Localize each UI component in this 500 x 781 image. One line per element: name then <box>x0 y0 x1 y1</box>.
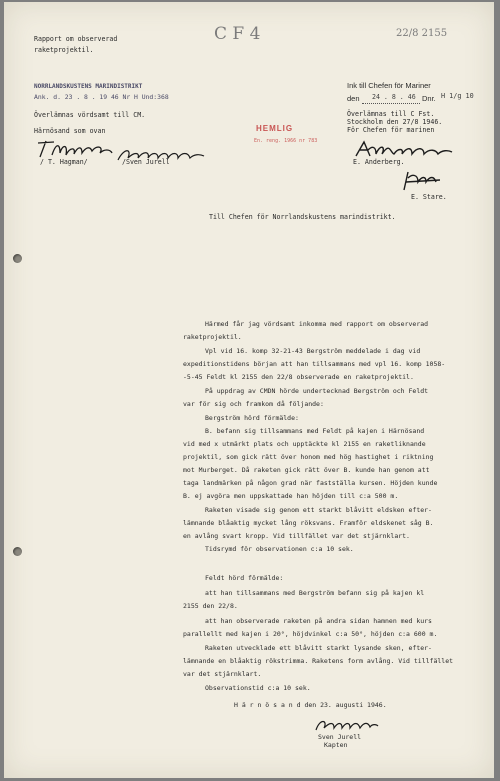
body-line: Raketen visade sig genom ett starkt blåvitt eldsken efter- <box>205 506 432 514</box>
punch-hole <box>13 547 22 556</box>
stare-signature <box>396 170 456 192</box>
body-line: expeditionstidens början att han tillsammans med vpl 16. komp 1058- <box>183 360 446 368</box>
hemlig-stamp-title: HEMLIG <box>256 124 294 133</box>
arrival-stamp: Ank. d. 23 . 8 . 19 46 Nr H Und:368 <box>34 93 169 101</box>
dnr-label: Dnr. <box>422 94 436 103</box>
pencil-note-left: C F 4 <box>214 24 261 44</box>
body-line: raketprojektil. <box>183 333 242 341</box>
body-line: projektil, som gick rätt över honom med hög hastighet i riktning <box>183 453 434 461</box>
dnr-number: H 1/g 10 <box>441 92 474 100</box>
received-date: 24 . 8 . 46 <box>372 93 416 101</box>
body-line: parallellt med kajen i 20°, höjdvinkel c:a 50°, höjden c:a 600 m. <box>183 630 438 638</box>
body-line: mot Murberget. Då raketen gick rätt över B. kunde han genom att <box>183 466 430 474</box>
stockholm-date: Stockholm den 27/8 1946. <box>347 118 443 126</box>
body-line: Tidsrymd för observationen c:a 10 sek. <box>205 545 354 553</box>
body-line: lämnande blåaktig mycket lång röksvans. Framför eldskenet såg B. <box>183 519 434 527</box>
body-line: var det stjärnklart. <box>183 670 262 678</box>
hemlig-stamp-number: En. reng. 1966 nr 783 <box>254 138 318 144</box>
title-line-1: Rapport om observerad <box>34 35 118 43</box>
document-page <box>4 2 494 778</box>
district-stamp: NORRLANDSKUSTENS MARINDISTRIKT <box>34 83 143 90</box>
body-line: Raketen utvecklade ett blåvitt starkt lysande sken, efter- <box>205 644 432 652</box>
body-line: På uppdrag av CMDN hörde undertecknad Bergström och Feldt <box>205 387 429 395</box>
body-line: 2155 den 22/8. <box>183 602 238 610</box>
place-line: Härnösand som ovan <box>34 127 106 135</box>
body-line: Härmed får jag vördsamt inkomma med rapport om observerad <box>205 320 429 328</box>
body-line: Feldt hörd förmälde: <box>205 574 284 582</box>
signer-jurell: /Sven Jurell <box>122 158 170 166</box>
signer-anderberg: E. Anderberg. <box>353 158 405 166</box>
closing-place-date: H ä r n ö s a n d den 23. augusti 1946. <box>234 701 387 709</box>
body-line: en avlång svart kropp. Vid tillfället var det stjärnklart. <box>183 532 410 540</box>
date-underline <box>362 103 420 104</box>
body-line: taga landmärken på någon grad när fastställa kursen. Höjden kunde <box>183 479 438 487</box>
received-date-label: den <box>347 94 360 103</box>
body-line: Bergström hörd förmälde: <box>205 414 299 422</box>
closing-name: Sven Jurell <box>318 733 362 741</box>
body-line: -5-45 Feldt kl 2155 den 22/8 observerade en raketprojektil. <box>183 373 414 381</box>
addressee: Till Chefen för Norrlandskustens marindistrikt. <box>209 213 396 221</box>
forward-to-cfst: Överlämnas till C Fst. <box>347 110 435 118</box>
body-line: Observationstid c:a 10 sek. <box>205 684 311 692</box>
signer-hagman: / T. Hagman/ <box>40 158 88 166</box>
body-line: Vpl vid 16. komp 32-21-43 Bergström meddelade i dag vid <box>205 347 421 355</box>
body-line: att han tillsammans med Bergström befann sig på kajen kl <box>205 589 425 597</box>
for-chief-of-navy: För Chefen för marinen <box>347 126 435 134</box>
received-stamp: Ink till Chefen för Mariner <box>347 81 431 90</box>
forwarding-note: Överlämnas vördsamt till CM. <box>34 111 146 119</box>
body-line: B. ej avgöra men uppskattade han höjden till c:a 500 m. <box>183 492 399 500</box>
closing-rank: Kapten <box>324 741 348 749</box>
signer-stare: E. Stare. <box>411 193 447 201</box>
pencil-note-right: 22/8 2155 <box>396 28 448 39</box>
body-line: vid med x utmärkt plats och upptäckte kl 2155 en raketliknande <box>183 440 426 448</box>
body-line: lämnande en blåaktig rökstrimma. Raketens form avlång. Vid tillfället <box>183 657 454 665</box>
body-line: B. befann sig tillsammans med Feldt på kajen i Härnösand <box>205 427 425 435</box>
punch-hole <box>13 254 22 263</box>
title-line-2: raketprojektil. <box>34 46 94 54</box>
body-line: att han observerade raketen på andra sidan hamnen med kurs <box>205 617 432 625</box>
body-line: var för sig och framkom då följande: <box>183 400 324 408</box>
